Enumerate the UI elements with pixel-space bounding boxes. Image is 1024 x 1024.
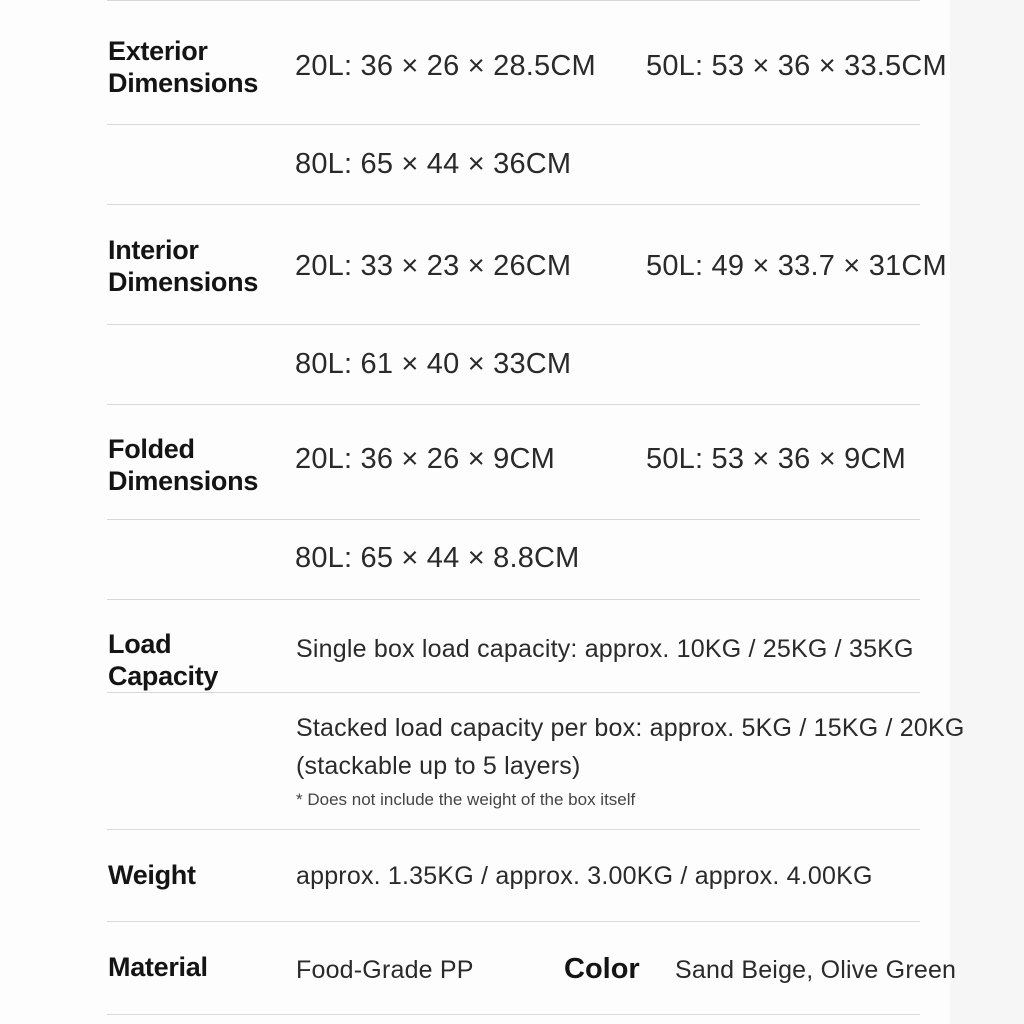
folded-dimensions-label (108, 433, 258, 497)
interior-50l-value: 50L: 49 × 33.7 × 31CM (646, 250, 947, 282)
divider (107, 599, 920, 600)
exterior-80l-value: 80L: 65 × 44 × 36CM (295, 148, 572, 180)
weight-value: approx. 1.35KG / approx. 3.00KG / approx. 4.00KG (296, 862, 873, 890)
label-line: Folded (108, 434, 195, 464)
label-line: Interior (108, 235, 199, 265)
color-value: Sand Beige, Olive Green (675, 956, 957, 984)
divider (107, 124, 920, 125)
label-line: Material (108, 952, 208, 982)
divider (107, 921, 920, 922)
divider (107, 204, 920, 205)
interior-20l-value: 20L: 33 × 23 × 26CM (295, 250, 572, 282)
label-line: Load (108, 629, 172, 659)
divider (107, 324, 920, 325)
label-line: Dimensions (108, 267, 259, 297)
stacked-load-value: Stacked load capacity per box: approx. 5KG / 15KG / 20KG (296, 714, 965, 742)
folded-20l-value: 20L: 36 × 26 × 9CM (295, 443, 555, 475)
interior-80l-value: 80L: 61 × 40 × 33CM (295, 348, 572, 380)
load-capacity-label (108, 628, 218, 692)
stackable-note: (stackable up to 5 layers) (296, 752, 581, 780)
single-load-value: Single box load capacity: approx. 10KG / 25KG / 35KG (296, 635, 914, 663)
folded-80l-value: 80L: 65 × 44 × 8.8CM (295, 542, 580, 574)
page-edge (950, 0, 1024, 1024)
label-line: Weight (108, 860, 196, 890)
divider (107, 829, 920, 830)
divider (107, 519, 920, 520)
color-label: Color (564, 953, 640, 985)
label-line: Capacity (108, 661, 219, 691)
folded-50l-value: 50L: 53 × 36 × 9CM (646, 443, 906, 475)
label-line: Exterior (108, 36, 208, 66)
exterior-50l-value: 50L: 53 × 36 × 33.5CM (646, 50, 947, 82)
label-line: Dimensions (108, 68, 259, 98)
interior-dimensions-label (108, 234, 258, 298)
divider (107, 1014, 920, 1015)
divider (107, 692, 920, 693)
exterior-dimensions-label (108, 35, 258, 99)
material-label (108, 951, 208, 983)
divider (107, 404, 920, 405)
exterior-20l-value: 20L: 36 × 26 × 28.5CM (295, 50, 596, 82)
divider (107, 0, 920, 1)
label-line: Dimensions (108, 466, 259, 496)
weight-label (108, 859, 196, 891)
material-value: Food-Grade PP (296, 956, 474, 984)
weight-footnote: * Does not include the weight of the box itself (296, 790, 636, 809)
